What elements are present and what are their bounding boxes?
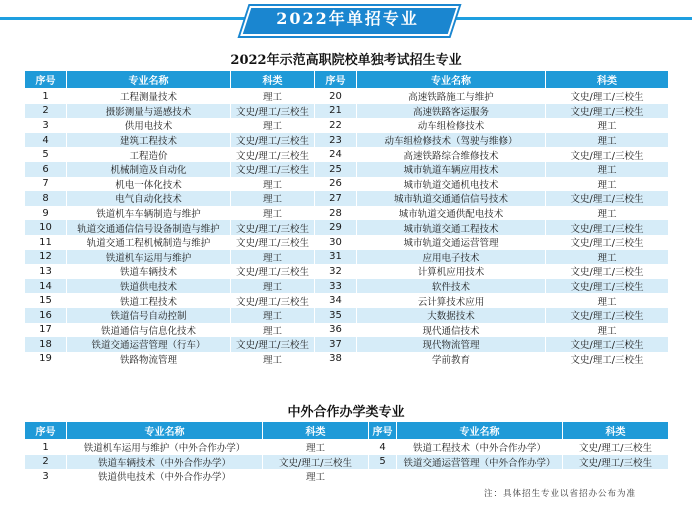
header-category: 科类 — [231, 71, 315, 89]
cell-major: 铁道交通运营管理（中外合作办学） — [397, 455, 563, 470]
cell-category: 理工 — [546, 293, 669, 308]
header-major: 专业名称 — [67, 71, 231, 89]
table-row — [25, 235, 669, 250]
cell-seq — [369, 469, 397, 484]
cell-category: 文史/理工/三校生 — [231, 220, 315, 235]
cell-major: 工程造价 — [67, 147, 231, 162]
cell-major: 城市轨道交通通信信号技术 — [357, 191, 546, 206]
coop-table-body — [25, 440, 669, 484]
cell-category: 文史/理工/三校生 — [546, 235, 669, 250]
cell-category: 理工 — [546, 250, 669, 265]
cell-category: 文史/理工/三校生 — [231, 104, 315, 119]
cell-seq: 13 — [25, 264, 67, 279]
table-row — [25, 206, 669, 221]
cell-seq: 1 — [25, 89, 67, 104]
cell-seq: 4 — [369, 440, 397, 455]
cell-seq: 29 — [315, 220, 357, 235]
cell-major: 城市轨道交通工程技术 — [357, 220, 546, 235]
cell-major: 高速铁路施工与维护 — [357, 89, 546, 104]
cell-major: 铁道供电技术 — [67, 279, 231, 294]
cell-seq: 34 — [315, 293, 357, 308]
cell-category: 理工 — [546, 206, 669, 221]
cell-category: 文史/理工/三校生 — [231, 264, 315, 279]
table-row — [25, 133, 669, 148]
cell-major: 城市轨道交通机电技术 — [357, 177, 546, 192]
cell-category: 文史/理工/三校生 — [546, 337, 669, 352]
cell-seq: 36 — [315, 323, 357, 338]
cell-major: 铁道工程技术（中外合作办学） — [397, 440, 563, 455]
cell-seq: 5 — [369, 455, 397, 470]
cell-seq: 11 — [25, 235, 67, 250]
cell-category: 理工 — [263, 440, 369, 455]
cell-major: 应用电子技术 — [357, 250, 546, 265]
cell-category: 文史/理工/三校生 — [546, 264, 669, 279]
cell-major: 城市轨道交通供配电技术 — [357, 206, 546, 221]
cell-category: 理工 — [231, 191, 315, 206]
cell-seq: 3 — [25, 118, 67, 133]
header-seq: 序号 — [315, 71, 357, 89]
cell-category: 理工 — [231, 177, 315, 192]
cell-category: 文史/理工/三校生 — [546, 104, 669, 119]
banner-line-right — [440, 17, 692, 20]
cell-category: 文史/理工/三校生 — [231, 293, 315, 308]
header-major: 专业名称 — [397, 422, 563, 440]
cell-category: 文史/理工/三校生 — [231, 235, 315, 250]
cell-major: 铁道供电技术（中外合作办学） — [67, 469, 263, 484]
table-row — [25, 279, 669, 294]
cell-category: 文史/理工/三校生 — [546, 279, 669, 294]
cell-seq: 7 — [25, 177, 67, 192]
banner-line-left — [0, 17, 255, 20]
cell-major: 铁道交通运营管理（行车） — [67, 337, 231, 352]
cell-seq: 2 — [25, 104, 67, 119]
cell-seq: 28 — [315, 206, 357, 221]
cell-category: 理工 — [231, 323, 315, 338]
cell-seq: 5 — [25, 147, 67, 162]
table-row — [25, 162, 669, 177]
cell-major: 计算机应用技术 — [357, 264, 546, 279]
cell-seq: 10 — [25, 220, 67, 235]
table-row — [25, 220, 669, 235]
cell-category: 文史/理工/三校生 — [231, 337, 315, 352]
cell-category: 理工 — [231, 250, 315, 265]
cell-seq: 25 — [315, 162, 357, 177]
table-row — [25, 264, 669, 279]
cell-category: 理工 — [263, 469, 369, 484]
cell-category: 文史/理工/三校生 — [546, 89, 669, 104]
cell-category: 理工 — [231, 89, 315, 104]
cell-seq: 37 — [315, 337, 357, 352]
cell-seq: 12 — [25, 250, 67, 265]
cell-major: 现代物流管理 — [357, 337, 546, 352]
cell-category: 理工 — [231, 206, 315, 221]
table-row — [25, 104, 669, 119]
banner-title: 2022年单招专业 — [276, 9, 419, 28]
table-row — [25, 469, 669, 484]
footnote: 注：具体招生专业以省招办公布为准 — [483, 489, 636, 499]
cell-category: 理工 — [231, 118, 315, 133]
cell-major: 摄影测量与遥感技术 — [67, 104, 231, 119]
cell-major: 铁道机车车辆制造与维护 — [67, 206, 231, 221]
cell-seq: 17 — [25, 323, 67, 338]
cell-major: 供用电技术 — [67, 118, 231, 133]
cell-major: 大数据技术 — [357, 308, 546, 323]
table-row — [25, 337, 669, 352]
cell-major: 动车组检修技术 — [357, 118, 546, 133]
cell-seq: 8 — [25, 191, 67, 206]
header-category: 科类 — [546, 71, 669, 89]
cell-major: 机电一体化技术 — [67, 177, 231, 192]
cell-category: 文史/理工/三校生 — [546, 308, 669, 323]
table-row — [25, 89, 669, 104]
cell-major: 轨道交通通信信号设备制造与维护 — [67, 220, 231, 235]
cell-major: 电气自动化技术 — [67, 191, 231, 206]
cell-seq: 18 — [25, 337, 67, 352]
cell-major: 高速铁路综合维修技术 — [357, 147, 546, 162]
cell-category: 理工 — [231, 308, 315, 323]
cell-category: 文史/理工/三校生 — [563, 440, 669, 455]
cell-major: 机械制造及自动化 — [67, 162, 231, 177]
cell-seq: 22 — [315, 118, 357, 133]
cell-seq: 27 — [315, 191, 357, 206]
cell-seq: 23 — [315, 133, 357, 148]
header-seq: 序号 — [25, 71, 67, 89]
cell-seq: 14 — [25, 279, 67, 294]
cell-seq: 15 — [25, 293, 67, 308]
cell-major — [397, 469, 563, 484]
cell-category: 文史/理工/三校生 — [231, 147, 315, 162]
cell-major: 城市轨道车辆应用技术 — [357, 162, 546, 177]
cell-category: 文史/理工/三校生 — [563, 455, 669, 470]
cell-category: 理工 — [546, 177, 669, 192]
coop-section-title: 中外合作办学类专业 — [287, 405, 405, 420]
table-row — [25, 308, 669, 323]
table-row — [25, 147, 669, 162]
table-row — [25, 250, 669, 265]
header-category: 科类 — [263, 422, 369, 440]
cell-seq: 6 — [25, 162, 67, 177]
cell-seq: 16 — [25, 308, 67, 323]
cell-major: 软件技术 — [357, 279, 546, 294]
cell-category: 理工 — [231, 352, 315, 367]
cell-category: 文史/理工/三校生 — [546, 191, 669, 206]
header-category: 科类 — [563, 422, 669, 440]
table-row — [25, 440, 669, 455]
coop-table-header — [25, 422, 669, 440]
cell-major: 现代通信技术 — [357, 323, 546, 338]
cell-category: 理工 — [546, 162, 669, 177]
cell-major: 铁道机车运用与维护（中外合作办学） — [67, 440, 263, 455]
cell-major: 铁道通信与信息化技术 — [67, 323, 231, 338]
cell-category: 文史/理工/三校生 — [231, 162, 315, 177]
cell-major: 工程测量技术 — [67, 89, 231, 104]
header-seq: 序号 — [369, 422, 397, 440]
cell-major: 动车组检修技术（驾驶与维修） — [357, 133, 546, 148]
cell-seq: 9 — [25, 206, 67, 221]
cell-category: 理工 — [546, 323, 669, 338]
cell-seq: 2 — [25, 455, 67, 470]
cell-major: 铁路物流管理 — [67, 352, 231, 367]
cell-major: 城市轨道交通运营管理 — [357, 235, 546, 250]
cell-seq: 33 — [315, 279, 357, 294]
cell-seq: 35 — [315, 308, 357, 323]
main-table-header — [25, 71, 669, 89]
cell-seq: 19 — [25, 352, 67, 367]
cell-category: 理工 — [231, 279, 315, 294]
cell-major: 铁道机车运用与维护 — [67, 250, 231, 265]
table-row — [25, 118, 669, 133]
cell-major: 高速铁路客运服务 — [357, 104, 546, 119]
cell-seq: 31 — [315, 250, 357, 265]
table-row — [25, 352, 669, 367]
cell-seq: 20 — [315, 89, 357, 104]
cell-category — [563, 469, 669, 484]
cell-category: 理工 — [546, 133, 669, 148]
main-table — [24, 70, 669, 366]
cell-category: 文史/理工/三校生 — [546, 352, 669, 367]
cell-seq: 3 — [25, 469, 67, 484]
header-major: 专业名称 — [357, 71, 546, 89]
table-row — [25, 455, 669, 470]
table-row — [25, 177, 669, 192]
table-row — [25, 323, 669, 338]
table-row — [25, 293, 669, 308]
header-seq: 序号 — [25, 422, 67, 440]
cell-seq: 32 — [315, 264, 357, 279]
cell-major: 学前教育 — [357, 352, 546, 367]
cell-major: 建筑工程技术 — [67, 133, 231, 148]
table-row — [25, 191, 669, 206]
cell-seq: 26 — [315, 177, 357, 192]
cell-seq: 21 — [315, 104, 357, 119]
cell-category: 文史/理工/三校生 — [263, 455, 369, 470]
cell-seq: 4 — [25, 133, 67, 148]
main-section-title: 2022年示范高职院校单独考试招生专业 — [230, 53, 462, 68]
cell-major: 铁道车辆技术（中外合作办学） — [67, 455, 263, 470]
cell-major: 轨道交通工程机械制造与维护 — [67, 235, 231, 250]
main-table-body — [25, 89, 669, 367]
cell-major: 铁道信号自动控制 — [67, 308, 231, 323]
cell-category: 文史/理工/三校生 — [546, 220, 669, 235]
cell-major: 铁道工程技术 — [67, 293, 231, 308]
header-major: 专业名称 — [67, 422, 263, 440]
cell-category: 文史/理工/三校生 — [546, 147, 669, 162]
cell-seq: 24 — [315, 147, 357, 162]
cell-seq: 1 — [25, 440, 67, 455]
cell-category: 理工 — [546, 118, 669, 133]
cell-major: 铁道车辆技术 — [67, 264, 231, 279]
cell-seq: 30 — [315, 235, 357, 250]
cell-category: 文史/理工/三校生 — [231, 133, 315, 148]
cell-major: 云计算技术应用 — [357, 293, 546, 308]
cell-seq: 38 — [315, 352, 357, 367]
coop-table — [24, 421, 669, 484]
